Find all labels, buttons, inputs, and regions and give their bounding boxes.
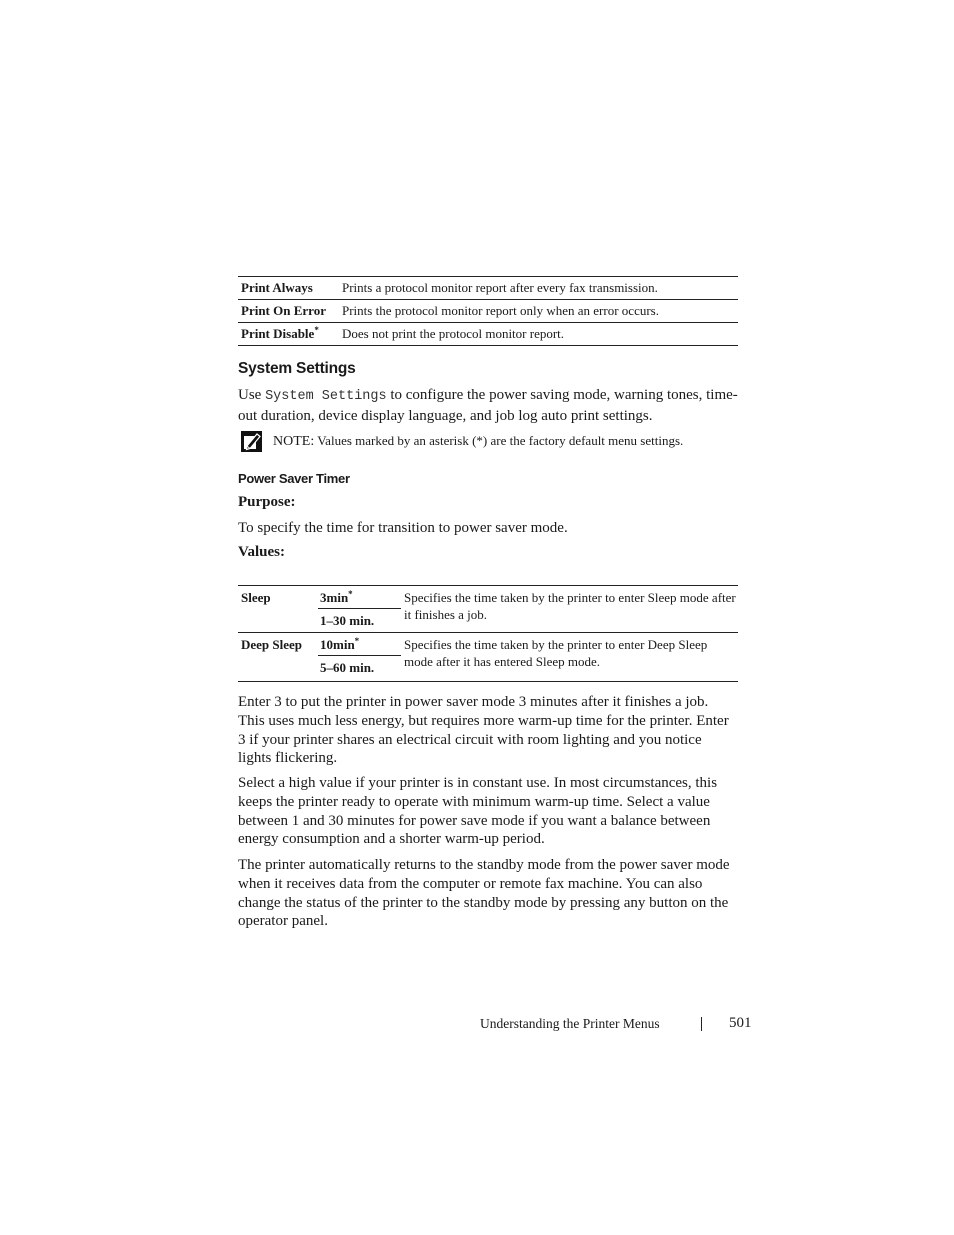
body-paragraph: The printer automatically returns to the standby mode from the power saver mode when it receives data from the computer or remote fax machine. You can also change the status of the printer to the standby mode by pressing any button on the operator panel. [238,857,730,930]
cell-divider [318,608,401,609]
values-label: Values: [238,544,285,560]
setting-name: Deep Sleep [241,637,303,652]
cell-divider [318,655,401,656]
default-value: 3min* [320,589,353,605]
page-number: 501 [729,1015,752,1031]
subsection-title: Power Saver Timer [238,471,350,486]
setting-name: Sleep [241,590,271,605]
value-range: 1–30 min. [320,613,375,628]
setting-description: Specifies the time taken by the printer to enter Sleep mode after it finishes a job. [404,590,736,622]
section-title: System Settings [238,360,356,377]
table-row [238,300,738,323]
protocol-monitor-table [238,276,738,346]
option-name: Print Disable [241,326,315,341]
body-paragraph: Enter 3 to put the printer in power saver mode 3 minutes after it finishes a job. This uses much less energy, but requires more warm-up time for the printer. Enter 3 if your printer shares an electrical circuit with room lighting and you notice lights flickering. [238,694,729,767]
default-asterisk: * [348,589,353,599]
intro-menu-code: System Settings [265,389,387,404]
intro-use: Use [238,387,262,403]
table-row [238,277,738,300]
intro-rest: to configure the power saving mode, warning tones, time-out duration, device display language, and job log auto print settings. [238,387,738,424]
table-row [238,323,738,346]
setting-description: Specifies the time taken by the printer to enter Deep Sleep mode after it has entered Sleep mode. [404,637,708,669]
note [273,433,683,450]
option-name: Print Always [241,280,313,295]
purpose-text: To specify the time for transition to power saver mode. [238,520,568,536]
default-asterisk: * [314,325,319,335]
body-paragraph: Select a high value if your printer is in constant use. In most circumstances, this keeps the printer ready to operate with minimum warm-up time. Select a value between 1 and 30 minutes for power save mode if you want a balance between energy consumption and a shorter warm-up period. [238,775,718,848]
option-description: Prints the protocol monitor report only when an error occurs. [339,300,738,323]
note-text: Values marked by an asterisk (*) are the factory default menu settings. [317,433,684,448]
row-divider [238,632,738,633]
note-pencil-icon [241,431,262,452]
option-description: Does not print the protocol monitor report. [339,323,738,346]
option-description: Prints a protocol monitor report after every fax transmission. [339,277,738,300]
footer-divider [701,1017,702,1031]
values-table [238,585,738,682]
note-label: NOTE: [273,434,315,449]
default-value: 10min* [320,636,360,652]
footer-chapter: Understanding the Printer Menus [480,1016,660,1031]
default-asterisk: * [354,636,360,646]
section-intro [238,386,743,426]
purpose-label: Purpose: [238,494,296,510]
option-name: Print On Error [241,303,326,318]
value-range: 5–60 min. [320,660,375,675]
